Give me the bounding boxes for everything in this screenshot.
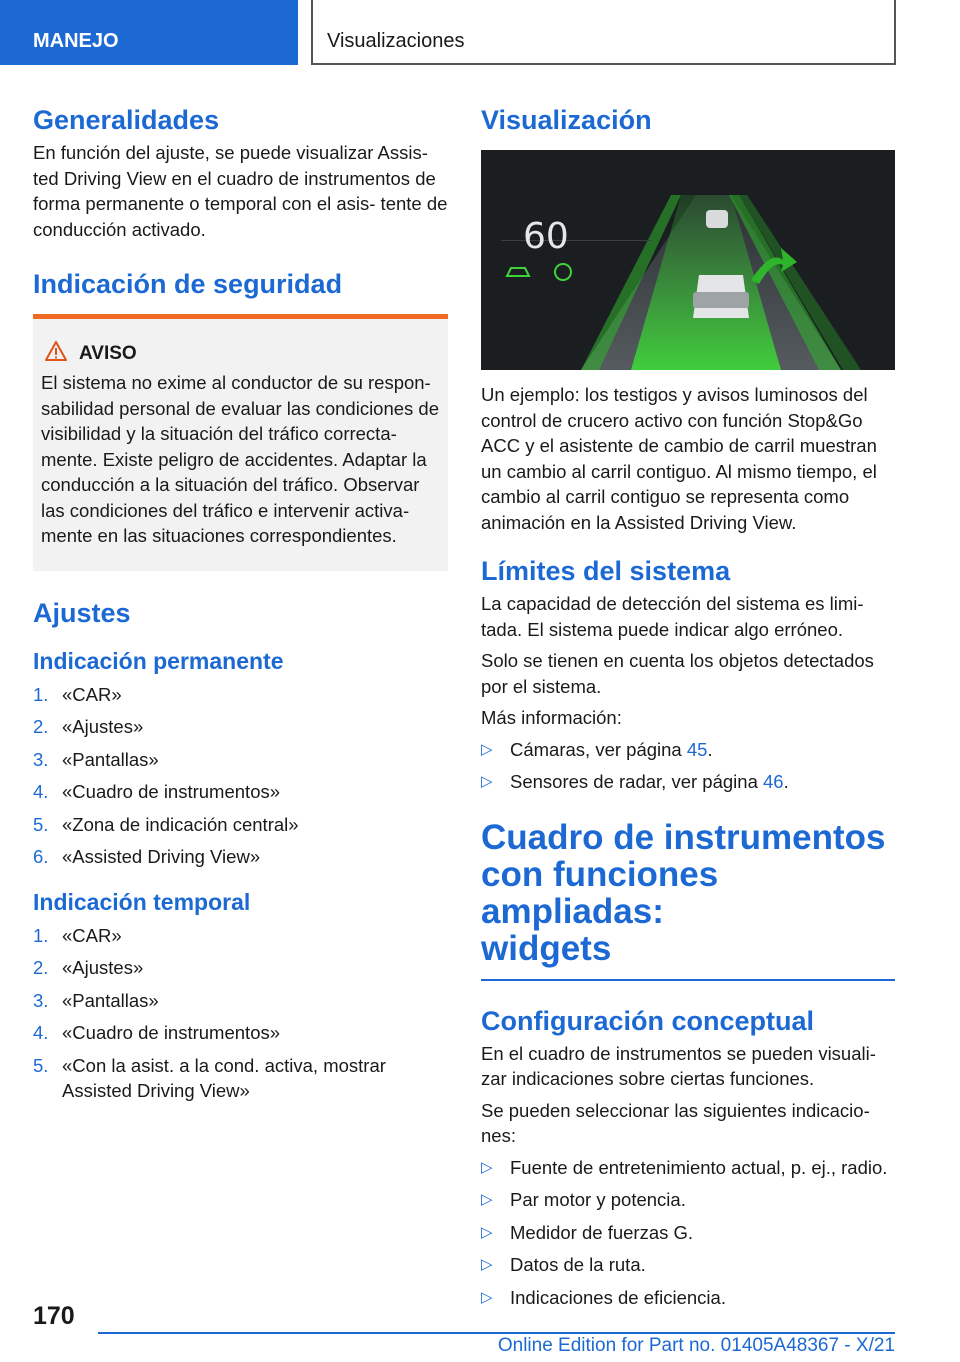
heading-cuadro: Cuadro de instrumentos con funciones ampliadas: widgets <box>481 817 886 968</box>
page-number: 170 <box>33 1302 75 1330</box>
warning-label: AVISO <box>79 342 137 364</box>
list-item: ▷ Cámaras, ver página 45. <box>481 737 895 763</box>
list-item: 2. «Ajustes» <box>33 957 144 978</box>
heading-visualizacion: Visualización <box>481 105 652 135</box>
header-topic-box <box>311 0 896 65</box>
list-item: 5. «Con la asist. a la cond. activa, mostrar Assisted Driving View» <box>33 1054 386 1101</box>
triangle-bullet-icon: ▷ <box>481 1223 493 1241</box>
header-section-tab <box>0 0 298 65</box>
steps-permanente <box>33 682 448 870</box>
paragraph-config-1: En el cuadro de instrumentos se pueden visuali- zar indicaciones sobre ciertas funciones. <box>481 1042 876 1089</box>
list-item: 1. «CAR» <box>33 924 122 946</box>
heading-config: Configuración conceptual <box>481 1005 815 1036</box>
paragraph-config-2: Se pueden seleccionar las siguientes indicacio- nes: <box>481 1099 870 1146</box>
heading-ajustes: Ajustes <box>33 597 131 628</box>
list-item: ▷ Medidor de fuerzas G. <box>481 1220 895 1246</box>
heading-limites: Límites del sistema <box>481 556 731 586</box>
triangle-bullet-icon: ▷ <box>481 1191 493 1208</box>
list-item: ▷ Datos de la ruta. <box>481 1252 895 1278</box>
cluster-display-image <box>481 150 895 370</box>
right-column <box>481 100 895 1317</box>
footer-edition: Online Edition for Part no. 01405A48367 - X/21 <box>497 1335 895 1356</box>
list-item: 4. «Cuadro de instrumentos» <box>33 781 281 802</box>
header-topic-label: Visualizaciones <box>327 30 465 52</box>
speed-readout: 60 <box>523 216 569 257</box>
list-item: 6. «Assisted Driving View» <box>33 846 261 867</box>
list-item: 2. «Ajustes» <box>33 716 144 737</box>
more-info-list <box>481 737 895 795</box>
heading-seguridad: Indicación de seguridad <box>33 269 343 299</box>
heading-permanente: Indicación permanente <box>33 647 284 674</box>
page-link-45[interactable]: 45 <box>686 738 708 760</box>
warning-text: El sistema no exime al conductor de su respon- sabilidad personal de evaluar las condiciones de visibilidad y la situación del tráfico correcta- mente. Existe peligro de accidentes. Adaptar la conducción a la situación del tráfico. Observar las condiciones del tráfico e intervenir activa- mente en las situaciones correspondientes. <box>41 372 440 546</box>
triangle-bullet-icon: ▷ <box>481 773 493 790</box>
paragraph-limites-1: La capacidad de detección del sistema es limi- tada. El sistema puede indicar algo erróneo. <box>481 593 864 640</box>
triangle-bullet-icon: ▷ <box>481 1158 493 1176</box>
triangle-bullet-icon: ▷ <box>481 1256 493 1273</box>
paragraph-limites-3: Más información: <box>481 707 622 728</box>
footer-rule <box>98 1332 895 1334</box>
warning-title <box>45 341 440 366</box>
warning-triangle-icon <box>45 341 67 366</box>
list-item: 3. «Pantallas» <box>33 748 159 770</box>
left-column <box>33 100 448 1111</box>
list-item: ▷ Par motor y potencia. <box>481 1187 895 1213</box>
list-item: ▷ Indicaciones de eficiencia. <box>481 1285 895 1311</box>
header-section-label: MANEJO <box>33 30 119 52</box>
list-item: ▷ Sensores de radar, ver página 46. <box>481 769 895 795</box>
heading-temporal: Indicación temporal <box>33 888 251 915</box>
list-item: 1. «CAR» <box>33 683 122 705</box>
warning-box <box>33 319 448 571</box>
page-link-46[interactable]: 46 <box>763 771 784 792</box>
list-item: ▷ Fuente de entretenimiento actual, p. ej., radio. <box>481 1155 895 1181</box>
road-scene-graphic <box>481 150 895 370</box>
list-item: 3. «Pantallas» <box>33 989 159 1011</box>
figure-caption: Un ejemplo: los testigos y avisos luminosos del control de crucero activo con función Stop&Go ACC y el asistente de cambio de carril muestran un cambio al carril contiguo. Al mismo tiempo, el cambio al carril contiguo se representa como animación en la Assisted Driving View. <box>481 384 877 533</box>
paragraph-limites-2: Solo se tienen en cuenta los objetos detectados por el sistema. <box>481 650 874 697</box>
heading-generalidades: Generalidades <box>33 105 220 135</box>
list-item: 5. «Zona de indicación central» <box>33 813 299 835</box>
steps-temporal <box>33 923 448 1104</box>
section-rule <box>481 979 895 981</box>
list-item: 4. «Cuadro de instrumentos» <box>33 1022 281 1043</box>
paragraph-generalidades: En función del ajuste, se puede visualizar Assis- ted Driving View en el cuadro de instrumentos de forma permanente o temporal con el asis- tente de conducción activado. <box>33 142 448 240</box>
triangle-bullet-icon: ▷ <box>481 740 493 758</box>
widget-options-list <box>481 1155 895 1311</box>
triangle-bullet-icon: ▷ <box>481 1288 493 1306</box>
